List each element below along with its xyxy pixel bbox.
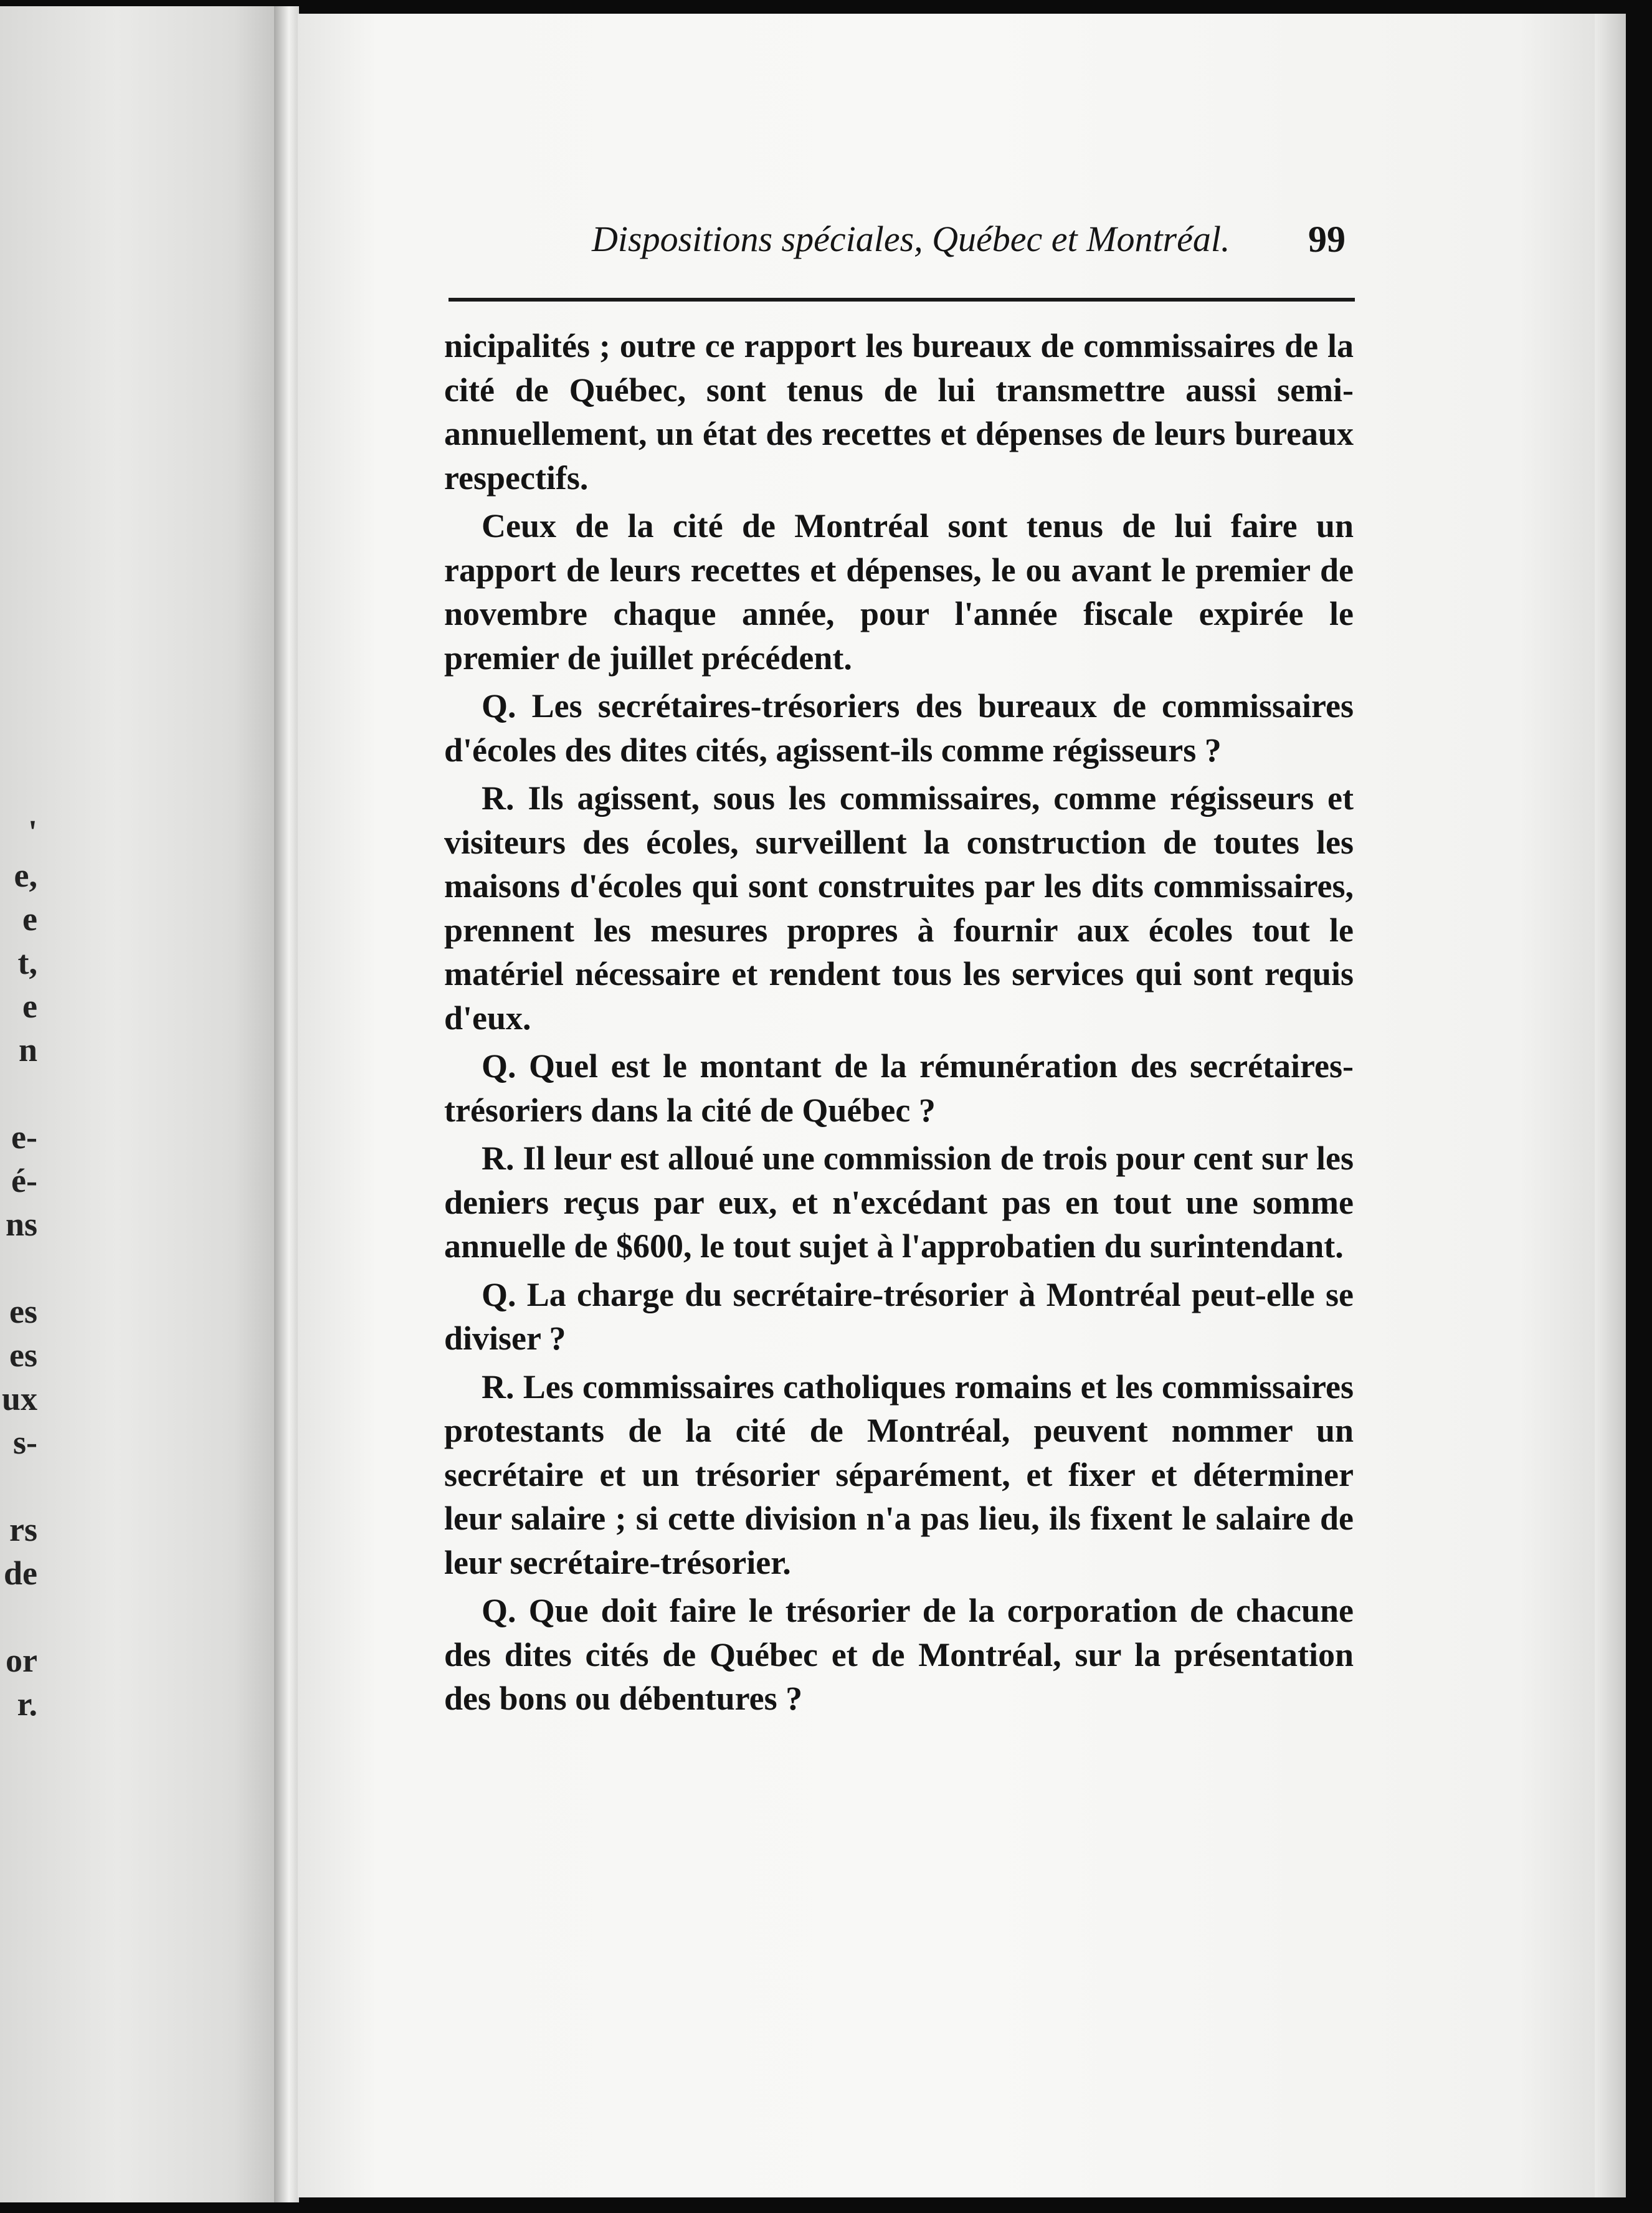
running-head: Dispositions spéciales, Québec et Montréal. <box>592 219 1230 259</box>
left-fragment: ux <box>1 1380 37 1417</box>
left-fragment: ns <box>5 1206 37 1243</box>
answer-paragraph: R. Il leur est alloué une commission de trois pour cent sur les deniers reçus par eux, et n'excédant pas en tout une somme annuelle de $600, le tout sujet à l'approbatien du surintendant. <box>444 1140 1354 1265</box>
left-fragment: e, <box>14 857 37 894</box>
left-fragment: e <box>22 988 37 1025</box>
paragraph: nicipalités ; outre ce rapport les bureaux de commissaires de la cité de Québec, sont tenus de lui transmettre aussi semi-annuellement, un état des recettes et dépenses de leurs bureaux respectifs. <box>444 327 1354 497</box>
question-paragraph: Q. La charge du secrétaire-trésorier à Montréal peut-elle se diviser ? <box>444 1275 1354 1357</box>
left-fragment: de <box>4 1554 37 1592</box>
left-fragment <box>0 1464 37 1508</box>
left-fragment: n <box>18 1031 37 1068</box>
left-fragment: es <box>9 1336 37 1374</box>
left-fragment: or <box>6 1642 37 1679</box>
left-fragment: ' <box>27 813 37 850</box>
left-fragment <box>0 1072 37 1115</box>
left-fragment: s- <box>13 1424 37 1461</box>
left-fragment <box>0 1246 37 1290</box>
answer-paragraph: R. Les commissaires catholiques romains et les commissaires protestants de la cité de Montréal, peuvent nommer un secrétaire et un trésorier séparément, et fixer et déterminer leur salaire ; si cette division n'a pas lieu, ils fixent le salaire de leur secrétaire-trésorier. <box>444 1368 1354 1581</box>
header-rule <box>449 298 1355 302</box>
question-paragraph: Q. Les secrétaires-trésoriers des bureaux de commissaires d'écoles des dites cités, agissent-ils comme régisseurs ? <box>444 687 1354 769</box>
left-fragment: e- <box>11 1118 37 1156</box>
left-page-strip <box>0 6 293 2202</box>
left-fragment: e <box>22 900 37 938</box>
page-number: 99 <box>1308 219 1346 260</box>
left-fragment: t, <box>17 944 37 981</box>
question-paragraph: Q. Quel est le montant de la rémunération des secrétaires-trésoriers dans la cité de Québec ? <box>444 1047 1354 1129</box>
answer-paragraph: R. Ils agissent, sous les commissaires, comme régisseurs et visiteurs des écoles, surveillent la construction de toutes les maisons d'écoles qui sont construites par les dits commissaires, prennent les mesures propres à fournir aux écoles tout le matériel nécessaire et rendent tous les services qui sont requis d'eux. <box>444 779 1354 1037</box>
left-fragment: r. <box>17 1685 37 1723</box>
left-fragment: rs <box>9 1511 37 1548</box>
left-page-fragments <box>0 810 37 1726</box>
left-fragment: é- <box>11 1162 37 1199</box>
question-paragraph: Q. Que doit faire le trésorier de la corporation de chacune des dites cités de Québec et de Montréal, sur la présentation des bons ou débentures ? <box>444 1592 1354 1717</box>
left-fragment: es <box>9 1293 37 1330</box>
left-fragment <box>0 1595 37 1639</box>
page-edge <box>1595 14 1626 2197</box>
body-text <box>444 324 1354 1725</box>
page-fold <box>274 6 299 2202</box>
paragraph: Ceux de la cité de Montréal sont tenus de lui faire un rapport de leurs recettes et dépenses, le ou avant le premier de novembre chaque année, pour l'année fiscale expirée le premier de juillet précédent. <box>444 507 1354 677</box>
